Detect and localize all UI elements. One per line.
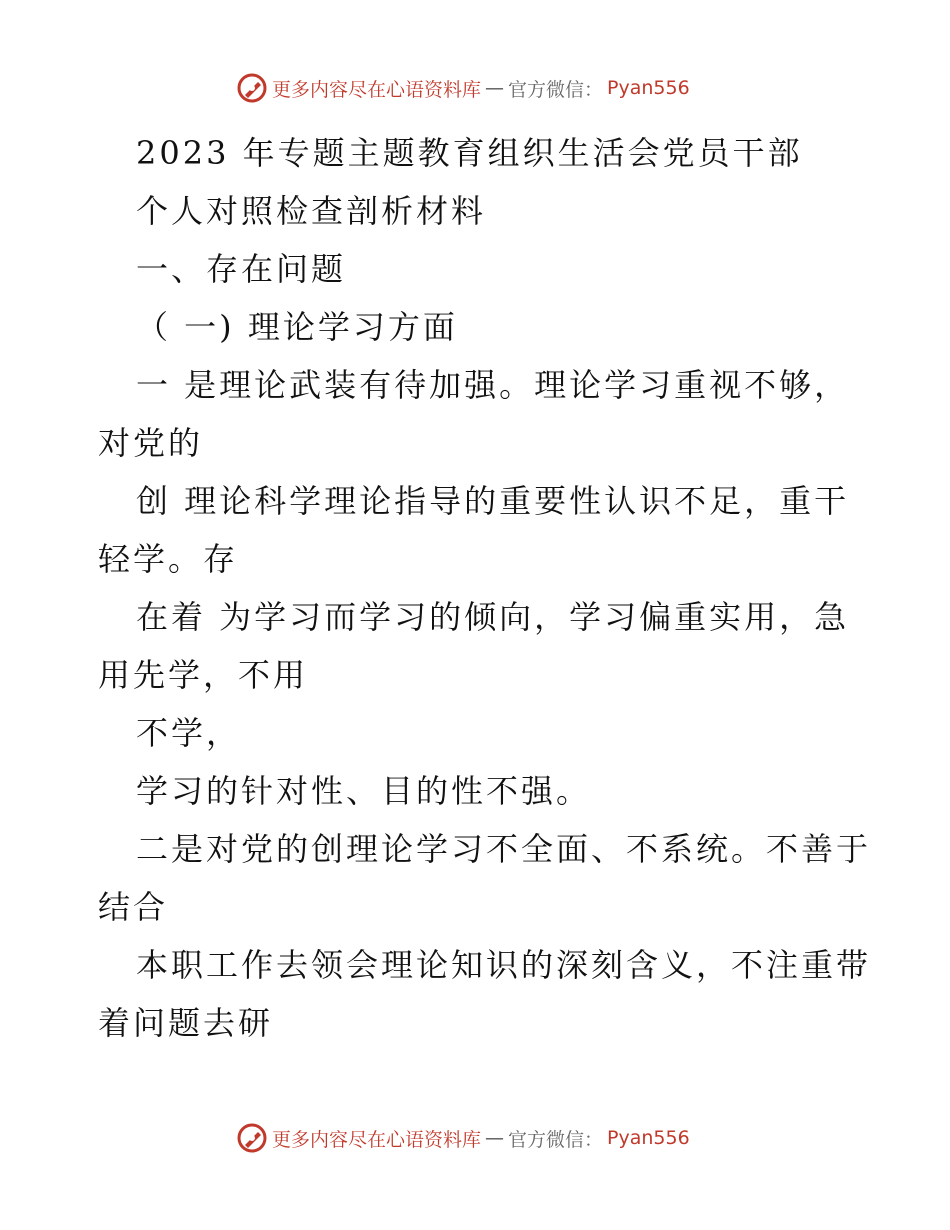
- doc-subtitle: 个人对照检查剖析材料: [136, 192, 487, 230]
- paragraph-line: 在着 为学习而学习的倾向，学习偏重实用，急: [136, 598, 850, 636]
- paragraph-line: 一 是理论武装有待加强。理论学习重视不够，: [136, 366, 850, 404]
- paragraph-line: 对党的: [98, 424, 204, 462]
- watermark-separator: —: [485, 77, 505, 99]
- paragraph-line: 不学，: [136, 714, 242, 752]
- pen-logo-icon: [236, 72, 268, 104]
- document-body: [98, 124, 872, 1052]
- subsection-heading: （ 一) 理论学习方面: [136, 308, 458, 346]
- paragraph-line: 学习的针对性、目的性不强。: [136, 772, 592, 810]
- watermark-label: 官方微信：: [508, 1128, 604, 1151]
- doc-title: 2023 年专题主题教育组织生活会党员干部: [136, 134, 803, 172]
- watermark-header: [236, 72, 690, 104]
- watermark-account: Pyan556: [607, 1127, 690, 1149]
- paragraph-line: 用先学，不用: [98, 656, 309, 694]
- section-heading: 一、存在问题: [136, 250, 347, 288]
- paragraph-line: 轻学。存: [98, 540, 239, 578]
- watermark-text: 更多内容尽在心语资料库: [272, 78, 482, 101]
- paragraph-line: 二是对党的创理论学习不全面、不系统。不善于: [136, 830, 872, 868]
- watermark-label: 官方微信：: [508, 78, 604, 101]
- pen-logo-icon: [236, 1122, 268, 1154]
- watermark-footer: [236, 1122, 690, 1154]
- watermark-text: 更多内容尽在心语资料库: [272, 1128, 482, 1151]
- watermark-separator: —: [485, 1127, 505, 1149]
- paragraph-line: 结合: [98, 888, 169, 926]
- paragraph-line: 着问题去研: [98, 1004, 274, 1042]
- paragraph-line: 本职工作去领会理论知识的深刻含义，不注重带: [136, 946, 872, 984]
- watermark-account: Pyan556: [607, 77, 690, 99]
- paragraph-line: 创 理论科学理论指导的重要性认识不足，重干: [136, 482, 850, 520]
